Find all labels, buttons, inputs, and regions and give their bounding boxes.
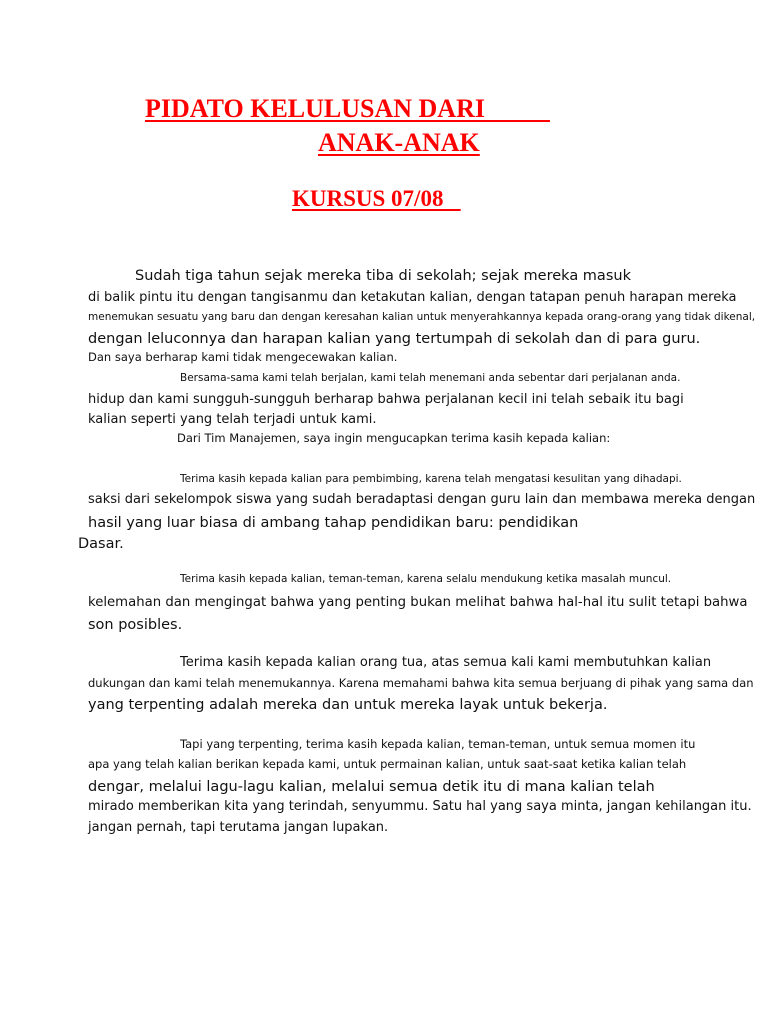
- title-line-1: PIDATO KELULUSAN DARI: [145, 94, 550, 123]
- body-line-20: Tapi yang terpenting, terima kasih kepada kalian, teman-teman, untuk semua momen itu: [180, 737, 696, 751]
- body-line-23: mirado memberikan kita yang terindah, senyummu. Satu hal yang saya minta, jangan kehilangan itu.: [88, 799, 752, 814]
- title-course: KURSUS 07/08: [292, 186, 461, 211]
- body-line-11: saksi dari sekelompok siswa yang sudah beradaptasi dengan guru lain dan membawa mereka dengan: [88, 492, 756, 507]
- body-line-6: Bersama-sama kami telah berjalan, kami telah menemani anda sebentar dari perjalanan anda.: [180, 372, 681, 384]
- body-line-2: di balik pintu itu dengan tangisanmu dan ketakutan kalian, dengan tatapan penuh harapan mereka: [88, 290, 737, 305]
- body-line-22: dengar, melalui lagu-lagu kalian, melalui semua detik itu di mana kalian telah: [88, 779, 655, 795]
- title-line-2: ANAK-ANAK: [318, 128, 480, 157]
- body-line-14: Terima kasih kepada kalian, teman-teman, karena selalu mendukung ketika masalah muncul.: [180, 573, 672, 585]
- body-line-17: Terima kasih kepada kalian orang tua, atas semua kali kami membutuhkan kalian: [180, 655, 712, 670]
- body-line-12: hasil yang luar biasa di ambang tahap pendidikan baru: pendidikan: [88, 515, 579, 531]
- body-line-10: Terima kasih kepada kalian para pembimbing, karena telah mengatasi kesulitan yang dihadapi.: [180, 473, 682, 485]
- body-line-18: dukungan dan kami telah menemukannya. Karena memahami bahwa kita semua berjuang di pihak yang sama dan: [88, 676, 754, 690]
- body-line-15: kelemahan dan mengingat bahwa yang penting bukan melihat bahwa hal-hal itu sulit tetapi bahwa: [88, 595, 748, 610]
- body-line-8: kalian seperti yang telah terjadi untuk kami.: [88, 412, 377, 427]
- body-line-19: yang terpenting adalah mereka dan untuk mereka layak untuk bekerja.: [88, 697, 608, 713]
- body-line-1: Sudah tiga tahun sejak mereka tiba di sekolah; sejak mereka masuk: [135, 268, 631, 284]
- body-line-7: hidup dan kami sungguh-sungguh berharap bahwa perjalanan kecil ini telah sebaik itu bagi: [88, 392, 684, 407]
- body-line-3: menemukan sesuatu yang baru dan dengan keresahan kalian untuk menyerahkannya kepada orang-orang yang tidak dikenal,: [88, 311, 756, 323]
- body-line-5: Dan saya berharap kami tidak mengecewakan kalian.: [88, 350, 398, 364]
- body-line-24: jangan pernah, tapi terutama jangan lupakan.: [88, 820, 389, 835]
- body-line-16: son posibles.: [88, 617, 183, 633]
- body-line-9: Dari Tim Manajemen, saya ingin mengucapkan terima kasih kepada kalian:: [177, 431, 611, 445]
- body-line-13: Dasar.: [78, 536, 124, 552]
- body-line-4: dengan leluconnya dan harapan kalian yang tertumpah di sekolah dan di para guru.: [88, 331, 701, 347]
- body-line-21: apa yang telah kalian berikan kepada kami, untuk permainan kalian, untuk saat-saat ketika kalian telah: [88, 757, 687, 771]
